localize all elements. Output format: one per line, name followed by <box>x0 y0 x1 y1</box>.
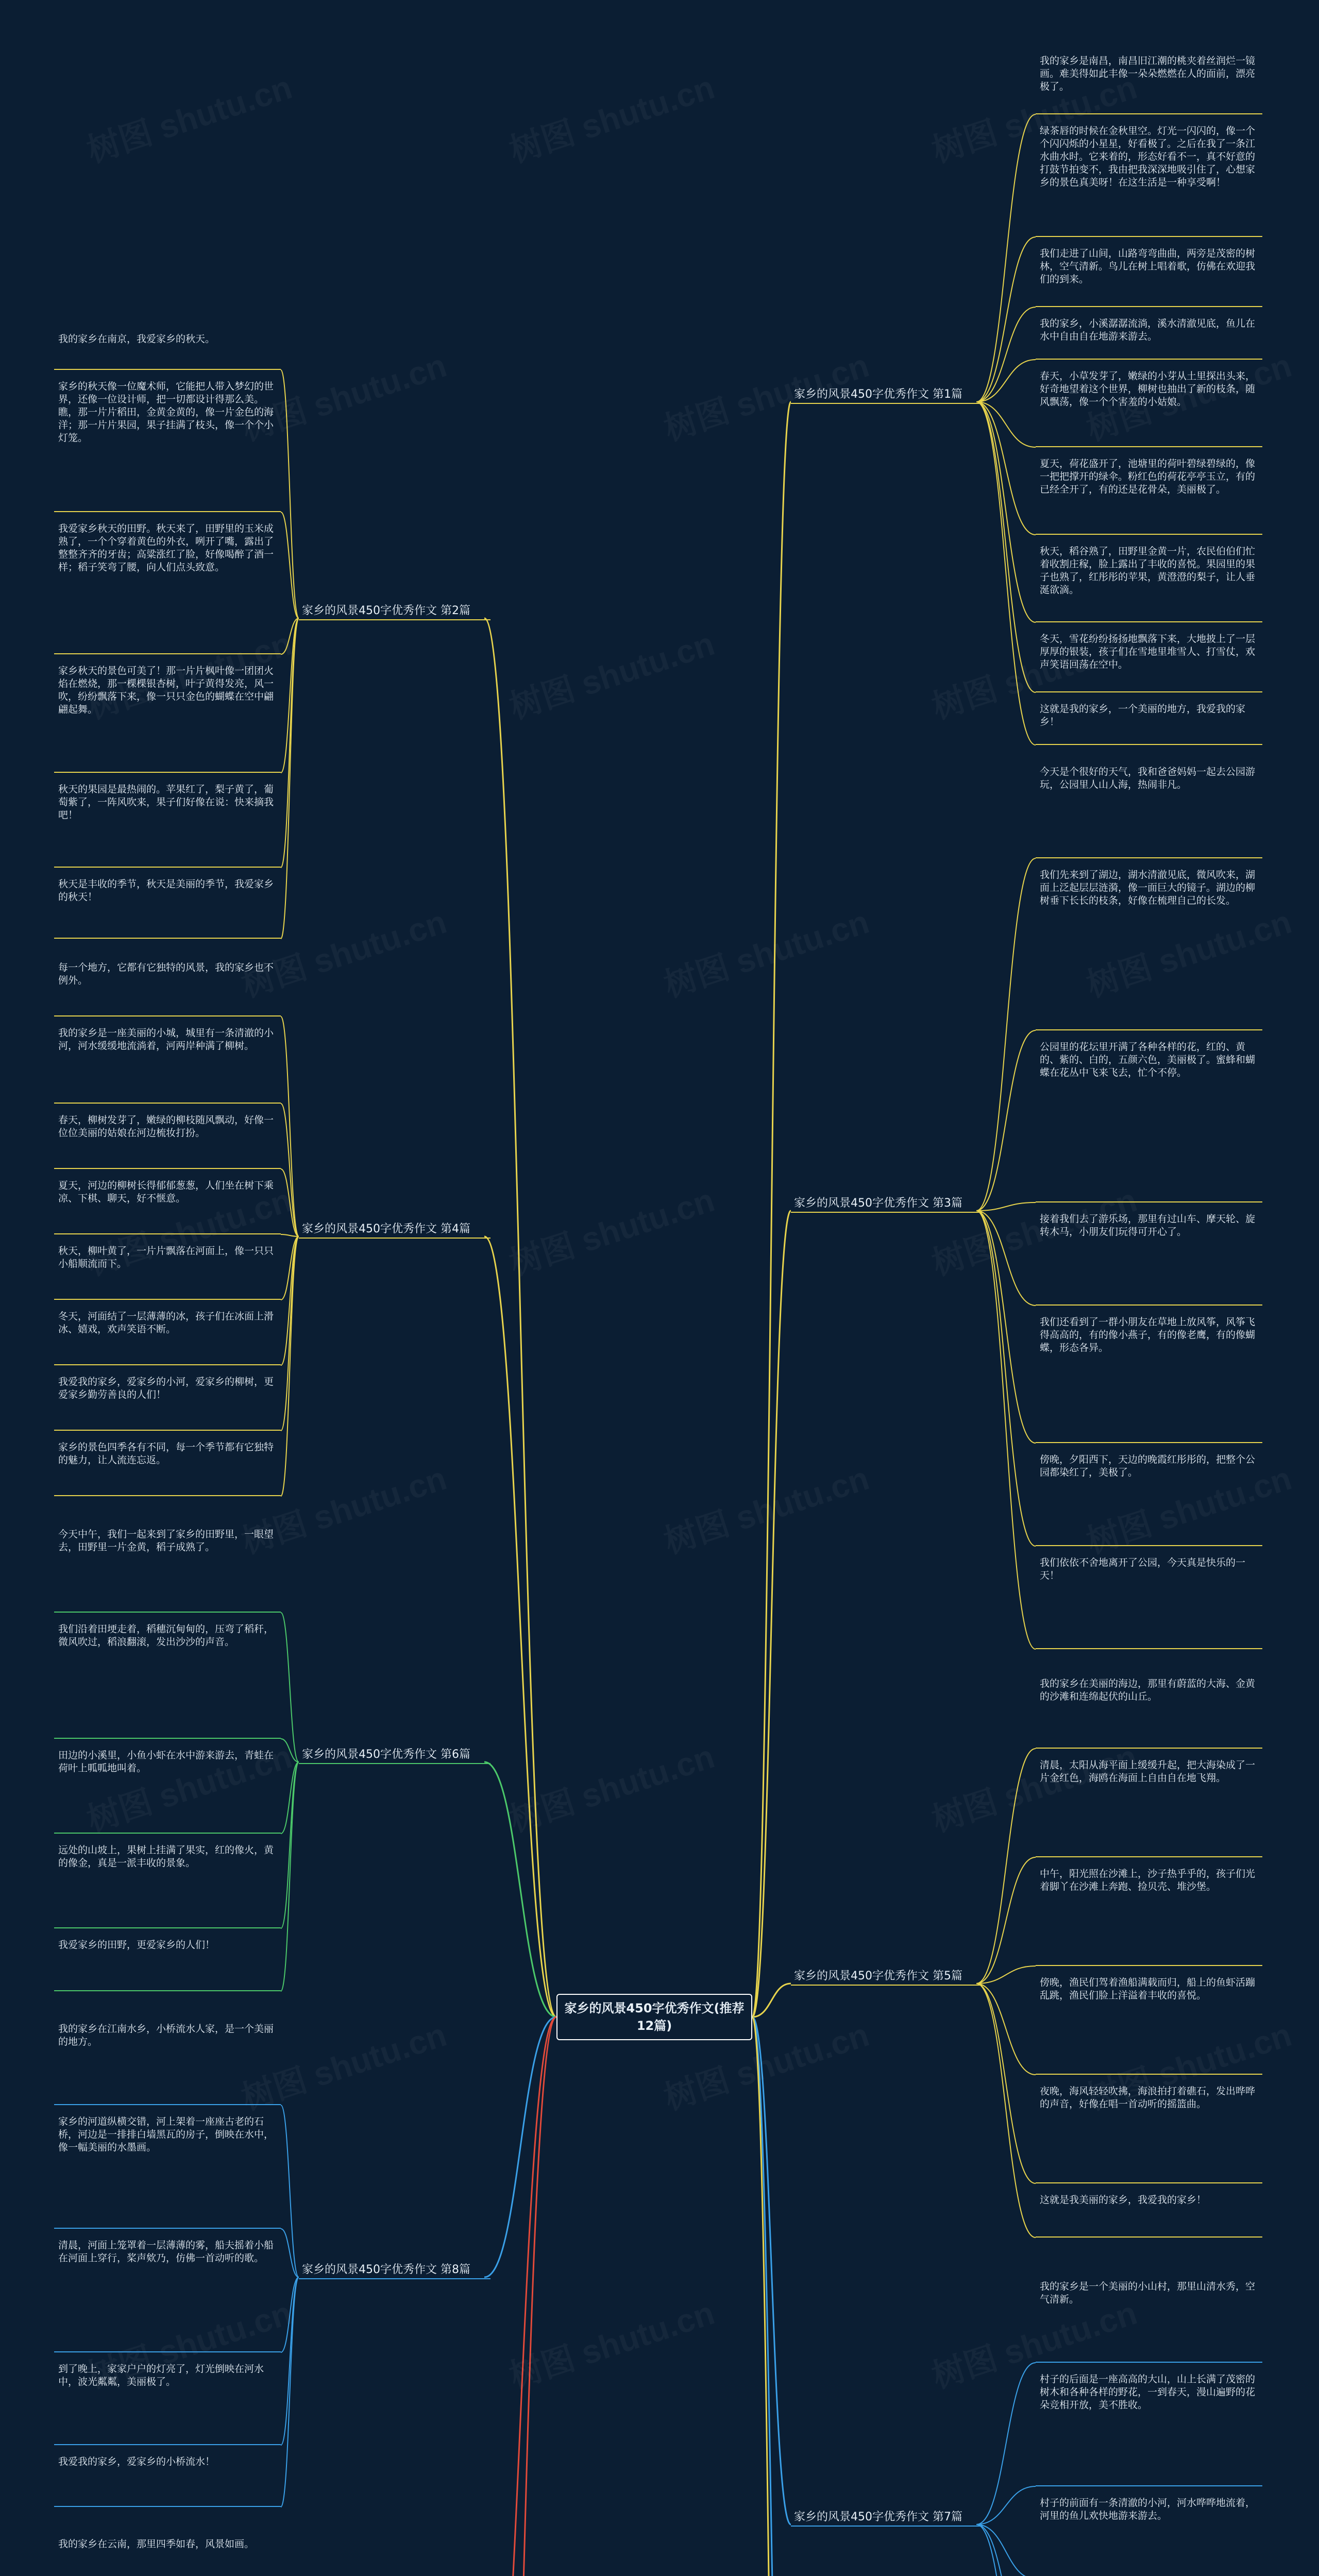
branch-leaf-connector <box>976 402 1036 745</box>
leaf-paragraph[interactable]: 绿茶唇的时候在金秋里空。灯光一闪闪的，像一个个闪闪烁的小星星，好看极了。之后在我了一条江水曲水时。它来着的，形态好看不一，真不好意的打鼓节拍变不，我由把我深深地吸引住了，心想家乡的景色真美呀！在这生活是一种享受啊！ <box>1036 122 1262 237</box>
branch-leaf-connector <box>976 2524 1036 2576</box>
branch-topic[interactable]: 家乡的风景450字优秀作文 第7篇 <box>791 2509 983 2527</box>
root-branch-connector <box>484 1236 556 2017</box>
leaf-paragraph[interactable]: 村子的后面是一座高高的大山，山上长满了茂密的树木和各种各样的野花，一到春天，漫山遍野的花朵竞相开放，美不胜收。 <box>1036 2370 1262 2486</box>
root-title: 家乡的风景450字优秀作文(推荐12篇) <box>564 2001 745 2033</box>
leaf-paragraph[interactable]: 家乡的景色四季各有不同，每一个季节都有它独特的魅力，让人流连忘返。 <box>54 1438 281 1496</box>
branch-leaf-connector <box>281 512 299 618</box>
branch-leaf-connector <box>281 1236 299 1496</box>
leaf-paragraph[interactable]: 我的家乡在江南水乡，小桥流水人家，是一个美丽的地方。 <box>54 2020 281 2105</box>
root-branch-connector <box>752 402 791 2017</box>
leaf-paragraph[interactable]: 我爱我的家乡，爱家乡的小桥流水！ <box>54 2452 281 2507</box>
leaf-paragraph[interactable]: 夜晚，海风轻轻吹拂，海浪拍打着礁石，发出哗哗的声音，好像在唱一首动听的摇篮曲。 <box>1036 2082 1262 2183</box>
leaf-paragraph[interactable]: 到了晚上，家家户户的灯亮了，灯光倒映在河水中，波光粼粼，美丽极了。 <box>54 2360 281 2445</box>
leaf-paragraph[interactable]: 秋天，稻谷熟了，田野里金黄一片，农民伯伯们忙着收割庄稼，脸上露出了丰收的喜悦。果园里的果子也熟了，红彤彤的苹果，黄澄澄的梨子，让人垂涎欲滴。 <box>1036 542 1262 622</box>
leaf-paragraph[interactable]: 我爱家乡的田野，更爱家乡的人们！ <box>54 1936 281 1991</box>
root-branch-connector <box>484 2017 556 2576</box>
branch-leaf-connector <box>976 1211 1036 1546</box>
branch-leaf-connector <box>976 1984 1036 2238</box>
leaf-paragraph[interactable]: 中午，阳光照在沙滩上，沙子热乎乎的，孩子们光着脚丫在沙滩上奔跑、捡贝壳、堆沙堡。 <box>1036 1865 1262 1966</box>
leaf-paragraph[interactable]: 清晨，太阳从海平面上缓缓升起，把大海染成了一片金红色，海鸥在海面上自由自在地飞翔。 <box>1036 1756 1262 1857</box>
leaf-paragraph[interactable]: 这就是我的家乡，一个美丽的地方，我爱我的家乡！ <box>1036 700 1262 745</box>
leaf-paragraph[interactable]: 家乡秋天的景色可美了！那一片片枫叶像一团团火焰在燃烧，那一棵棵银杏树，叶子黄得发亮，风一吹，纷纷飘落下来，像一只只金色的蝴蝶在空中翩翩起舞。 <box>54 662 281 773</box>
branch-topic[interactable]: 家乡的风景450字优秀作文 第5篇 <box>791 1968 983 1986</box>
leaf-paragraph[interactable]: 接着我们去了游乐场，那里有过山车、摩天轮、旋转木马，小朋友们玩得可开心了。 <box>1036 1210 1262 1306</box>
leaf-paragraph[interactable]: 春天，小草发芽了，嫩绿的小芽从土里探出头来，好奇地望着这个世界，柳树也抽出了新的枝条，随风飘荡，像一个个害羞的小姑娘。 <box>1036 367 1262 447</box>
branch-leaf-connector <box>976 1984 1036 2075</box>
leaf-paragraph[interactable]: 我的家乡在云南，那里四季如春，风景如画。 <box>54 2535 281 2576</box>
leaf-paragraph[interactable]: 春天，柳树发芽了，嫩绿的柳枝随风飘动，好像一位位美丽的姑娘在河边梳妆打扮。 <box>54 1111 281 1169</box>
leaf-paragraph[interactable]: 村子的前面有一条清澈的小河，河水哗哗地流着，河里的鱼儿欢快地游来游去。 <box>1036 2494 1262 2576</box>
branch-leaf-connector <box>281 1739 299 1762</box>
leaf-paragraph[interactable]: 我的家乡，小溪潺潺流淌，溪水清澈见底，鱼儿在水中自由自在地游来游去。 <box>1036 314 1262 360</box>
branch-leaf-connector <box>976 402 1036 622</box>
branch-leaf-connector <box>976 2363 1036 2524</box>
branch-leaf-connector <box>281 2277 299 2352</box>
leaf-paragraph[interactable]: 家乡的河道纵横交错，河上架着一座座古老的石桥，河边是一排排白墙黑瓦的房子，倒映在水中，像一幅美丽的水墨画。 <box>54 2112 281 2229</box>
branch-topic[interactable]: 家乡的风景450字优秀作文 第4篇 <box>299 1221 491 1239</box>
leaf-paragraph[interactable]: 家乡的秋天像一位魔术师，它能把人带入梦幻的世界，还像一位设计师，把一切都设计得那么美。瞧，那一片片稻田，金黄金黄的，像一片金色的海洋；那一片片果园，果子挂满了枝头，像一个个小灯笼。 <box>54 377 281 512</box>
leaf-paragraph[interactable]: 清晨，河面上笼罩着一层薄薄的雾，船夫摇着小船在河面上穿行，桨声欸乃，仿佛一首动听的歌。 <box>54 2236 281 2352</box>
branch-leaf-connector <box>976 1030 1036 1211</box>
leaf-paragraph[interactable]: 今天中午，我们一起来到了家乡的田野里，一眼望去，田野里一片金黄，稻子成熟了。 <box>54 1525 281 1613</box>
root-topic[interactable] <box>556 1994 752 2040</box>
leaf-paragraph[interactable]: 公园里的花坛里开满了各种各样的花，红的、黄的、紫的、白的，五颜六色，美丽极了。蜜蜂和蝴蝶在花丛中飞来飞去，忙个不停。 <box>1036 1038 1262 1202</box>
root-branch-connector <box>484 2017 556 2576</box>
branch-leaf-connector <box>281 618 299 868</box>
branch-leaf-connector <box>281 1236 299 1365</box>
branch-leaf-connector <box>976 858 1036 1211</box>
branch-leaf-connector <box>976 1211 1036 1443</box>
branch-leaf-connector <box>976 1984 1036 2183</box>
branch-leaf-connector <box>281 370 299 618</box>
leaf-paragraph[interactable]: 我爱我的家乡，爱家乡的小河，爱家乡的柳树，更爱家乡勤劳善良的人们！ <box>54 1372 281 1431</box>
leaf-paragraph[interactable]: 我的家乡是一个美丽的小山村，那里山清水秀，空气清新。 <box>1036 2277 1262 2363</box>
branch-topic[interactable]: 家乡的风景450字优秀作文 第6篇 <box>299 1747 491 1764</box>
branch-topic[interactable]: 家乡的风景450字优秀作文 第3篇 <box>791 1195 983 1213</box>
leaf-paragraph[interactable]: 傍晚，渔民们驾着渔船满载而归，船上的鱼虾活蹦乱跳，渔民们脸上洋溢着丰收的喜悦。 <box>1036 1973 1262 2075</box>
root-branch-connector <box>752 2017 791 2524</box>
branch-topic[interactable]: 家乡的风景450字优秀作文 第1篇 <box>791 386 983 404</box>
leaf-paragraph[interactable]: 我们沿着田埂走着，稻穗沉甸甸的，压弯了稻秆，微风吹过，稻浪翻滚，发出沙沙的声音。 <box>54 1620 281 1739</box>
root-branch-connector <box>752 2017 791 2576</box>
branch-leaf-connector <box>976 1211 1036 1649</box>
leaf-paragraph[interactable]: 秋天的果园是最热闹的。苹果红了，梨子黄了，葡萄紫了，一阵风吹来，果子们好像在说：快来摘我吧！ <box>54 780 281 868</box>
branch-leaf-connector <box>976 114 1036 402</box>
root-branch-connector <box>484 2017 556 2277</box>
leaf-paragraph[interactable]: 秋天，柳叶黄了，一片片飘落在河面上，像一只只小船顺流而下。 <box>54 1242 281 1300</box>
branch-leaf-connector <box>281 1762 299 1928</box>
root-branch-connector <box>484 1762 556 2017</box>
leaf-paragraph[interactable]: 我的家乡在美丽的海边，那里有蔚蓝的大海、金黄的沙滩和连绵起伏的山丘。 <box>1036 1674 1262 1749</box>
leaf-paragraph[interactable]: 夏天，荷花盛开了，池塘里的荷叶碧绿碧绿的，像一把把撑开的绿伞。粉红色的荷花亭亭玉立，有的已经全开了，有的还是花骨朵，美丽极了。 <box>1036 454 1262 535</box>
leaf-paragraph[interactable]: 远处的山坡上，果树上挂满了果实，红的像火，黄的像金，真是一派丰收的景象。 <box>54 1841 281 1928</box>
leaf-paragraph[interactable]: 今天是个很好的天气，我和爸爸妈妈一起去公园游玩，公园里人山人海，热闹非凡。 <box>1036 762 1262 858</box>
root-branch-connector <box>484 618 556 2017</box>
leaf-paragraph[interactable]: 夏天，河边的柳树长得郁郁葱葱，人们坐在树下乘凉、下棋、聊天，好不惬意。 <box>54 1176 281 1234</box>
branch-leaf-connector <box>976 1749 1036 1984</box>
root-branch-connector <box>752 2017 791 2576</box>
leaf-paragraph[interactable]: 我们还看到了一群小朋友在草地上放风筝，风筝飞得高高的，有的像小燕子，有的像老鹰，有的像蝴蝶，形态各异。 <box>1036 1313 1262 1443</box>
leaf-paragraph[interactable]: 我们依依不舍地离开了公园，今天真是快乐的一天！ <box>1036 1553 1262 1649</box>
leaf-paragraph[interactable]: 每一个地方，它都有它独特的风景，我的家乡也不例外。 <box>54 958 281 1016</box>
branch-leaf-connector <box>281 2277 299 2445</box>
leaf-paragraph[interactable]: 傍晚，夕阳西下，天边的晚霞红彤彤的，把整个公园都染红了，美极了。 <box>1036 1450 1262 1546</box>
leaf-paragraph[interactable]: 田边的小溪里，小鱼小虾在水中游来游去，青蛙在荷叶上呱呱地叫着。 <box>54 1746 281 1834</box>
leaf-paragraph[interactable]: 我的家乡是南昌，南昌旧江潮的桃夹着丝润烂一镜画。难美得如此丰像一朵朵燃燃在人的面前，漂亮极了。 <box>1036 52 1262 114</box>
branch-leaf-connector <box>976 1857 1036 1984</box>
leaf-paragraph[interactable]: 我爱家乡秋天的田野。秋天来了，田野里的玉米成熟了，一个个穿着黄色的外衣，咧开了嘴，露出了整整齐齐的牙齿；高粱涨红了脸，好像喝醉了酒一样；稻子笑弯了腰，向人们点头致意。 <box>54 519 281 654</box>
leaf-paragraph[interactable]: 冬天，雪花纷纷扬扬地飘落下来，大地披上了一层厚厚的银装，孩子们在雪地里堆雪人、打雪仗，欢声笑语回荡在空中。 <box>1036 630 1262 692</box>
leaf-paragraph[interactable]: 我的家乡在南京，我爱家乡的秋天。 <box>54 330 281 370</box>
leaf-paragraph[interactable]: 我们先来到了湖边，湖水清澈见底，微风吹来，湖面上泛起层层涟漪，像一面巨大的镜子。湖边的柳树垂下长长的枝条，好像在梳理自己的长发。 <box>1036 866 1262 1030</box>
leaf-paragraph[interactable]: 冬天，河面结了一层薄薄的冰，孩子们在冰面上滑冰、嬉戏，欢声笑语不断。 <box>54 1307 281 1365</box>
branch-topic[interactable]: 家乡的风景450字优秀作文 第2篇 <box>299 603 491 620</box>
leaf-paragraph[interactable]: 我的家乡是一座美丽的小城，城里有一条清澈的小河，河水缓缓地流淌着，河两岸种满了柳树。 <box>54 1024 281 1104</box>
leaf-paragraph[interactable]: 我们走进了山间，山路弯弯曲曲，两旁是茂密的树林，空气清新。鸟儿在树上唱着歌，仿佛在欢迎我们的到来。 <box>1036 244 1262 307</box>
root-branch-connector <box>752 1211 791 2017</box>
branch-leaf-connector <box>281 618 299 939</box>
leaf-paragraph[interactable]: 秋天是丰收的季节，秋天是美丽的季节，我爱家乡的秋天！ <box>54 875 281 939</box>
branch-topic[interactable]: 家乡的风景450字优秀作文 第8篇 <box>299 2262 491 2279</box>
leaf-paragraph[interactable]: 这就是我美丽的家乡，我爱我的家乡！ <box>1036 2191 1262 2238</box>
